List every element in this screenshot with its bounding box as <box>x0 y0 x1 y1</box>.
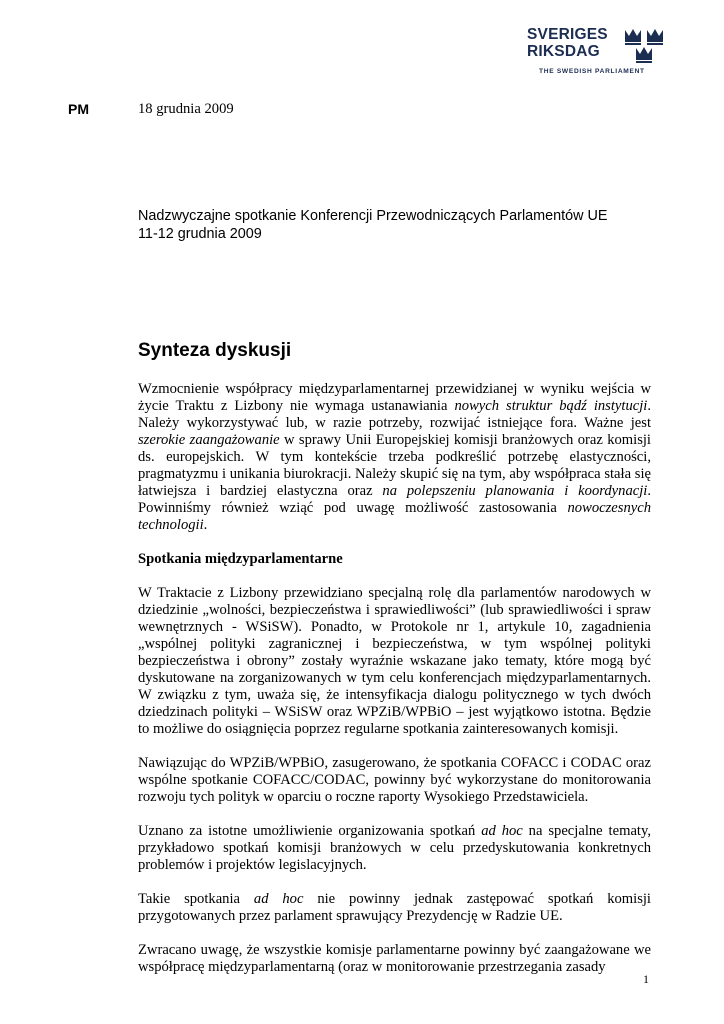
logo-line-2: RIKSDAG <box>527 43 600 60</box>
p4-text-a: Uznano za istotne umożliwienie organizowania spotkań <box>138 823 482 839</box>
meeting-title-line-1: Nadzwyczajne spotkanie Konferencji Przewodniczących Parlamentów UE <box>138 208 608 224</box>
meeting-title <box>138 207 608 243</box>
p1-text-g: . Powinniśmy również wziąć pod uwagę możliwość zastosowania <box>138 483 651 516</box>
section-heading: Spotkania międzyparlamentarne <box>138 551 343 567</box>
p1-text-e: w sprawy Unii Europejskiej komisji branżowych oraz komisji ds. europejskich. W tym kontekście trzeba podkreślić potrzebę elastyczności, pragmatyzmu i unikania biurokracji. Należy skupić się na tym, aby współpraca stała się łatwiejsza i bardziej elastyczna oraz <box>138 432 651 499</box>
logo-wordmark <box>527 26 608 60</box>
riksdag-logo <box>527 26 699 80</box>
paragraph-6: Zwracano uwagę, że wszystkie komisje parlamentarne powinny być zaangażowane we współpracę międzyparlamentarną (oraz w monitorowanie przestrzegania zasady <box>138 942 651 975</box>
memo-date: 18 grudnia 2009 <box>138 101 234 117</box>
p5-text-c: nie powinny jednak zastępować spotkań komisji przygotowanych przez parlament sprawujący Prezydencję w Radzie UE. <box>138 891 651 924</box>
logo-line-1: SVERIGES <box>527 26 608 43</box>
p1-italic-b: nowych struktur bądź instytucji <box>454 398 648 414</box>
meeting-date-line: 11-12 grudnia 2009 <box>138 226 262 242</box>
p1-text-a: Wzmocnienie współpracy międzyparlamentarnej przewidzianej w wyniku wejścia w życie Traktu z Lizbony nie wymaga ustanawiania <box>138 381 651 414</box>
p1-italic-d: szerokie zaangażowanie <box>138 432 280 448</box>
p4-text-c: na specjalne tematy, przykładowo spotkań komisji branżowych w celu przedyskutowania konkretnych problemów i projektów legislacyjnych. <box>138 823 651 873</box>
document-body <box>138 381 651 993</box>
p1-text-i: . <box>203 517 208 533</box>
paragraph-2: W Traktacie z Lizbony przewidziano specjalną rolę dla parlamentów narodowych w dziedzinie „wolności, bezpieczeństwa i sprawiedliwości” (lub sprawiedliwości i spraw wewnętrznych - WSiSW). Ponadto, w Protokole nr 1, artykule 10, zagadnienia „wspólnej polityki zagranicznej i bezpieczeństwa, w tym wspólnej polityki bezpieczeństwa i obrony” zostały wyraźnie wskazane jako tematy, które mogą być dyskutowane na zorganizowanych w tym celu konferencjach międzyparlamentarnych. W związku z tym, uważa się, że intensyfikacja dialogu politycznego w tych dwóch dziedzinach polityki – WSiSW oraz WPZiB/WPBiO – jest wyjątkowo istotna. Będzie to możliwe do osiągnięcia poprzez regularne spotkania zainteresowanych komisji. <box>138 585 651 737</box>
paragraph-5 <box>138 891 651 925</box>
document-heading: Synteza dyskusji <box>138 340 292 361</box>
paragraph-3: Nawiązując do WPZiB/WPBiO, zasugerowano, że spotkania COFACC i CODAC oraz wspólne spotkanie COFACC/CODAC, powinny być wykorzystane do monitorowania rozwoju tych polityk w oparciu o roczne raporty Wysokiego Przedstawiciela. <box>138 755 651 805</box>
p1-text-c: . Należy wykorzystywać lub, w razie potrzeby, rozwijać istniejące fora. Ważne jest <box>138 398 651 431</box>
three-crowns-icon <box>623 28 693 64</box>
p1-italic-f: na polepszeniu planowania i koordynacji <box>382 483 648 499</box>
p5-italic-b: ad hoc <box>253 891 304 907</box>
memo-label: PM <box>68 101 89 117</box>
p5-text-a: Takie spotkania <box>138 891 254 907</box>
p4-italic-b: ad hoc <box>481 823 523 839</box>
p1-italic-h: nowoczesnych technologii <box>138 500 651 533</box>
paragraph-1 <box>138 381 651 534</box>
page-number: 1 <box>643 972 649 986</box>
paragraph-4 <box>138 823 651 874</box>
logo-subtitle: THE SWEDISH PARLIAMENT <box>539 68 645 75</box>
